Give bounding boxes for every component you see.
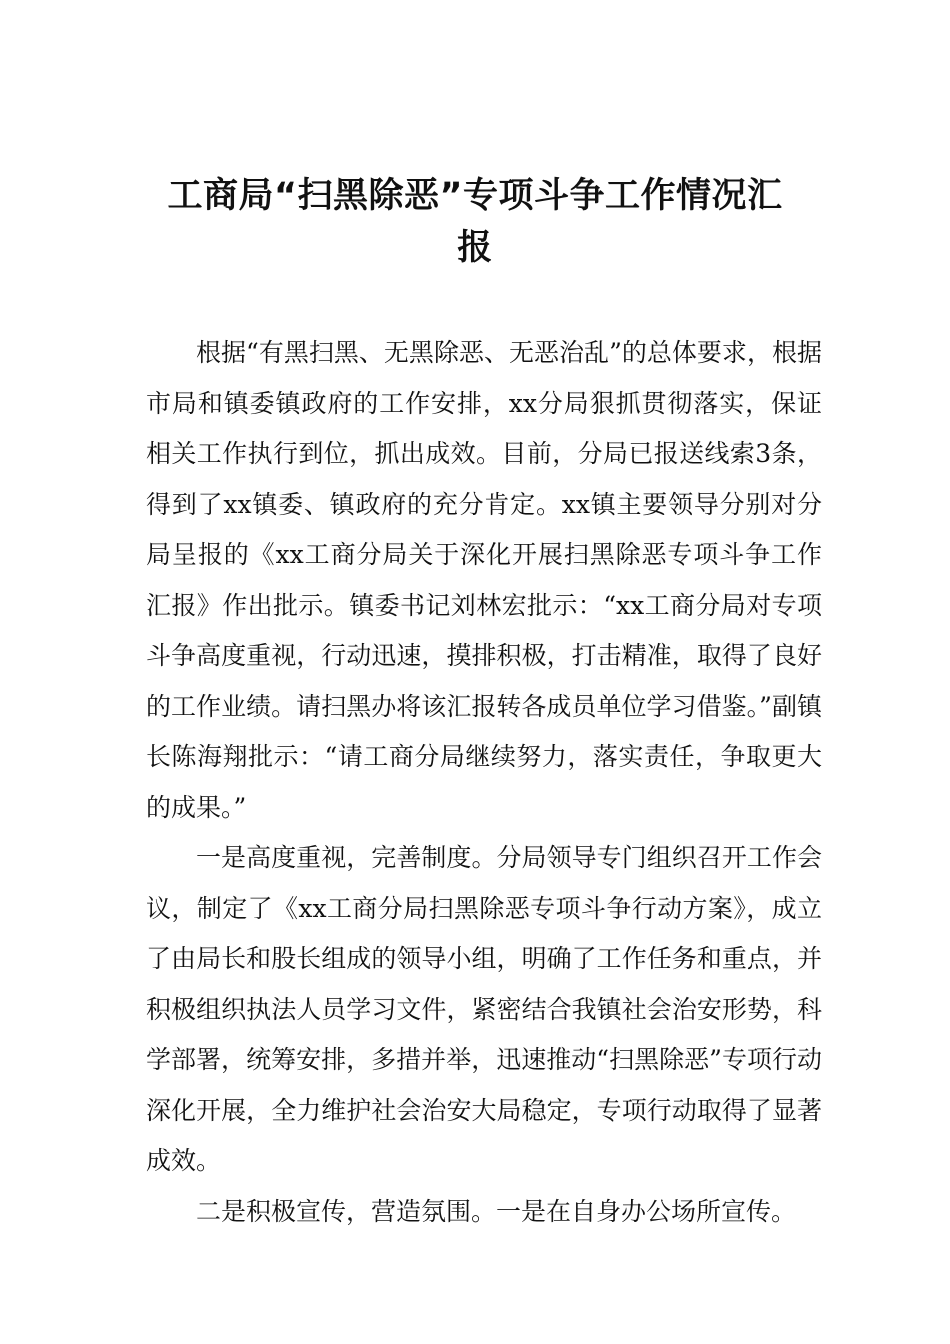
title-line-2: 报 xyxy=(457,228,493,268)
document-title xyxy=(140,170,810,274)
document-body xyxy=(146,328,822,1237)
paragraph-intro: 根据“有黑扫黑、无黑除恶、无恶治乱”的总体要求，根据市局和镇委镇政府的工作安排，xx分局狠抓贯彻落实，保证相关工作执行到位，抓出成效。目前，分局已报送线索3条，得到了xx镇委、镇政府的充分肯定。xx镇主要领导分别对分局呈报的《xx工商分局关于深化开展扫黑除恶专项斗争工作汇报》作出批示。镇委书记刘林宏批示：“xx工商分局对专项斗争高度重视，行动迅速，摸排积极，打击精准，取得了良好的工作业绩。请扫黑办将该汇报转各成员单位学习借鉴。”副镇长陈海翔批示：“请工商分局继续努力，落实责任，争取更大的成果。” xyxy=(146,338,822,822)
paragraph-point-one: 一是高度重视，完善制度。分局领导专门组织召开工作会议，制定了《xx工商分局扫黑除恶专项斗争行动方案》，成立了由局长和股长组成的领导小组，明确了工作任务和重点，并积极组织执法人员学习文件，紧密结合我镇社会治安形势，科学部署，统筹安排，多措并举，迅速推动“扫黑除恶”专项行动深化开展，全力维护社会治安大局稳定，专项行动取得了显著成效。 xyxy=(146,843,822,1175)
title-line-1: 工商局“扫黑除恶”专项斗争工作情况汇 xyxy=(167,176,783,216)
paragraph-point-two: 二是积极宣传，营造氛围。一是在自身办公场所宣传。 xyxy=(196,1196,797,1226)
